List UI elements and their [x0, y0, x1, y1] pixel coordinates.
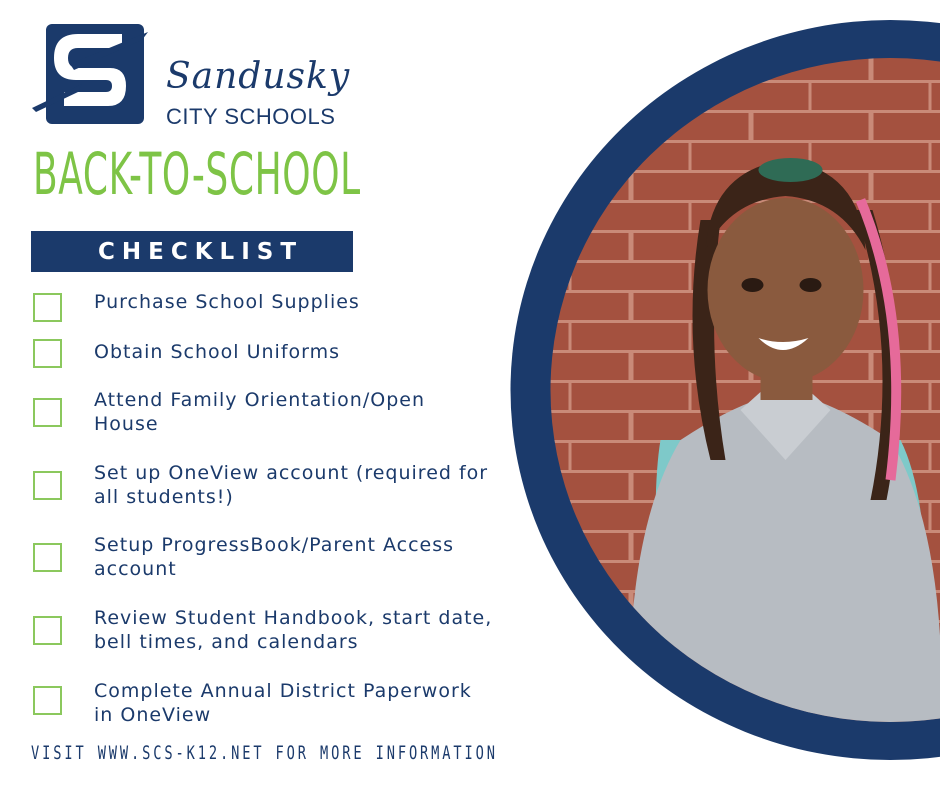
checkbox[interactable]: [33, 686, 62, 715]
checkbox[interactable]: [33, 471, 62, 500]
checklist-banner: CHECKLIST: [31, 231, 353, 272]
checkbox[interactable]: [33, 543, 62, 572]
sandusky-s-logo-icon: [30, 20, 165, 130]
logo-subtitle: CITY SCHOOLS: [166, 104, 336, 129]
footer-info: VISIT WWW.SCS-K12.NET FOR MORE INFORMATION: [31, 742, 498, 764]
district-logo: [30, 20, 350, 130]
checkbox[interactable]: [33, 398, 62, 427]
checklist-item-label: Complete Annual District Paperwork in OneView: [94, 680, 472, 726]
logo-script-name: Sandusky: [166, 56, 351, 97]
checklist-item-label: Purchase School Supplies: [94, 291, 360, 313]
checklist-item-label: Setup ProgressBook/Parent Access account: [94, 534, 455, 580]
headline: BACK-TO-SCHOOL: [33, 140, 361, 208]
student-photo: [497, 20, 940, 780]
checklist-item-label: Attend Family Orientation/Open House: [94, 389, 425, 435]
checklist-item-label: Obtain School Uniforms: [94, 341, 341, 363]
checklist-item-label: Review Student Handbook, start date, bell times, and calendars: [94, 607, 493, 653]
checkbox[interactable]: [33, 616, 62, 645]
checklist-item-label: Set up OneView account (required for all students!): [94, 462, 489, 508]
checkbox[interactable]: [33, 293, 62, 322]
checkbox[interactable]: [33, 339, 62, 368]
